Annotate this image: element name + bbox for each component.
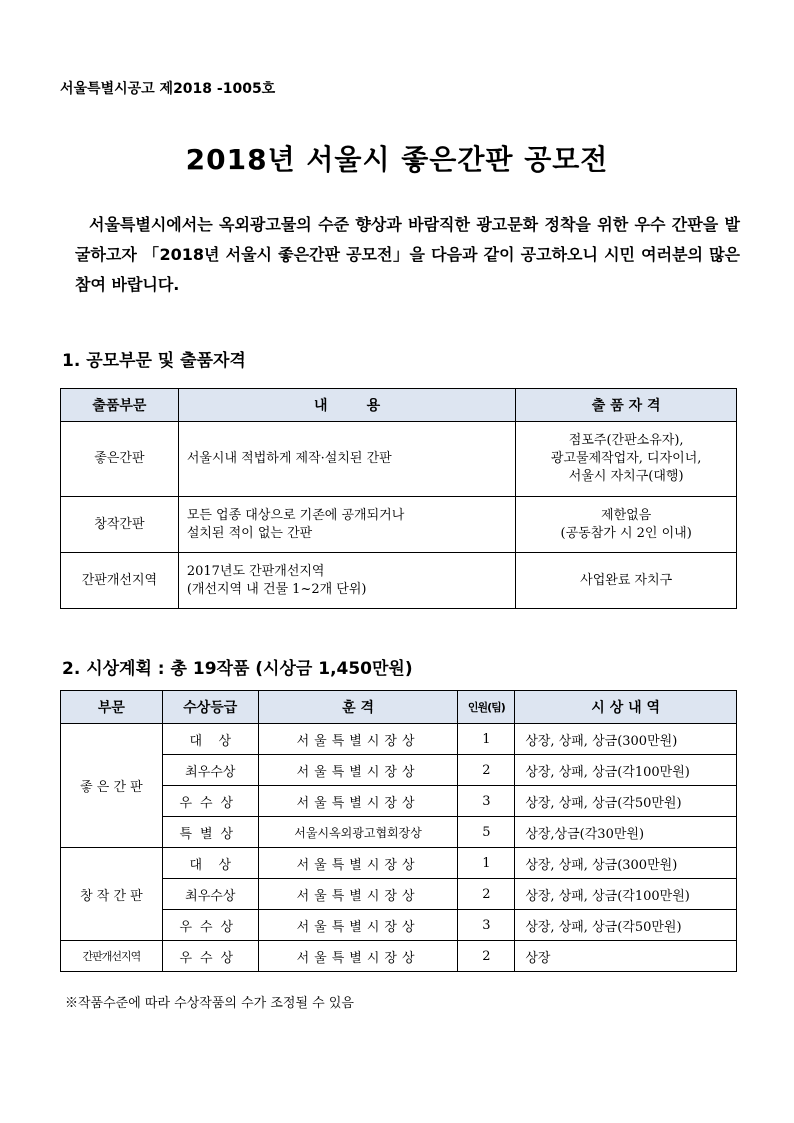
honor-cell: 서울특별시장상 <box>258 724 458 755</box>
honor-cell: 서울특별시장상 <box>258 755 458 786</box>
table-row <box>61 941 737 972</box>
grade-cell: 우수상 <box>162 941 258 972</box>
honor-cell: 서울특별시장상 <box>258 848 458 879</box>
qualification-line: 광고물제작업자, 디자이너, <box>550 451 702 466</box>
table-row <box>61 497 737 553</box>
table-header-row <box>61 691 737 724</box>
detail-cell: 상장, 상패, 상금(각50만원) <box>515 786 737 817</box>
category-cell: 좋은간판 <box>61 422 179 497</box>
header-detail: 시 상 내 역 <box>515 691 737 724</box>
section1-heading: 1. 공모부문 및 출품자격 <box>62 351 246 371</box>
detail-cell: 상장, 상패, 상금(300만원) <box>515 724 737 755</box>
section2-heading: 2. 시상계획 : 총 19작품 (시상금 1,450만원) <box>62 659 413 679</box>
table-row <box>61 817 737 848</box>
qualification-line: 점포주(간판소유자), <box>568 433 684 448</box>
honor-cell: 서울특별시장상 <box>258 879 458 910</box>
table-row <box>61 910 737 941</box>
table-row <box>61 553 737 609</box>
header-category: 출품부문 <box>61 389 179 422</box>
header-content: 내 용 <box>178 389 516 422</box>
grade-cell: 최우수상 <box>162 755 258 786</box>
division-cell: 간판개선지역 <box>61 941 163 972</box>
intro-text: 서울특별시에서는 옥외광고물의 수준 향상과 바람직한 광고문화 정착을 위한 우수 간판을 발굴하고자 「2018년 서울시 좋은간판 공모전」을 다음과 같이 공고하오니 시민 여러분의 많은 참여 바랍니다. <box>75 215 740 294</box>
grade-cell: 우수상 <box>162 786 258 817</box>
division-cell: 좋 은 간 판 <box>61 724 163 848</box>
header-honor: 훈 격 <box>258 691 458 724</box>
qualification-line: 제한없음 <box>601 507 652 523</box>
honor-cell: 서울특별시장상 <box>258 786 458 817</box>
table-row <box>61 879 737 910</box>
table-row <box>61 848 737 879</box>
detail-cell: 상장,상금(각30만원) <box>515 817 737 848</box>
content-line: 설치된 적이 없는 간판 <box>186 525 313 541</box>
table-row <box>61 422 737 497</box>
footnote: ※작품수준에 따라 수상작품의 수가 조정될 수 있음 <box>65 996 354 1011</box>
table-row <box>61 755 737 786</box>
qualification-line: 서울시 자치구(대행) <box>568 469 684 484</box>
entry-category-table <box>60 388 737 609</box>
honor-cell: 서울특별시장상 <box>258 910 458 941</box>
count-cell: 1 <box>458 724 515 755</box>
table-row <box>61 786 737 817</box>
count-cell: 2 <box>458 755 515 786</box>
content-cell <box>178 497 516 553</box>
content-line: (개선지역 내 건물 1~2개 단위) <box>186 581 367 597</box>
count-cell: 3 <box>458 786 515 817</box>
content-cell: 서울시내 적법하게 제작·설치된 간판 <box>178 422 516 497</box>
document-title: 2018년 서울시 좋은간판 공모전 <box>185 143 609 176</box>
content-line: 모든 업종 대상으로 기존에 공개되거나 <box>186 507 405 523</box>
detail-cell: 상장, 상패, 상금(각50만원) <box>515 910 737 941</box>
category-cell: 간판개선지역 <box>61 553 179 609</box>
header-division: 부문 <box>61 691 163 724</box>
honor-cell: 서울시옥외광고협회장상 <box>258 817 458 848</box>
header-count: 인원(팀) <box>458 691 515 724</box>
grade-cell: 대 상 <box>162 724 258 755</box>
count-cell: 5 <box>458 817 515 848</box>
detail-cell: 상장 <box>515 941 737 972</box>
count-cell: 1 <box>458 848 515 879</box>
grade-cell: 최우수상 <box>162 879 258 910</box>
header-qualification: 출 품 자 격 <box>516 389 737 422</box>
award-plan-table <box>60 690 737 972</box>
detail-cell: 상장, 상패, 상금(300만원) <box>515 848 737 879</box>
count-cell: 2 <box>458 941 515 972</box>
content-line: 2017년도 간판개선지역 <box>186 563 325 579</box>
grade-cell: 특별상 <box>162 817 258 848</box>
qualification-cell <box>516 422 737 497</box>
notice-number: 서울특별시공고 제2018 -1005호 <box>60 81 276 97</box>
division-cell: 창 작 간 판 <box>61 848 163 941</box>
table-header-row <box>61 389 737 422</box>
intro-paragraph <box>75 210 740 300</box>
honor-cell: 서울특별시장상 <box>258 941 458 972</box>
category-cell: 창작간판 <box>61 497 179 553</box>
grade-cell: 우수상 <box>162 910 258 941</box>
table-row <box>61 724 737 755</box>
detail-cell: 상장, 상패, 상금(각100만원) <box>515 879 737 910</box>
grade-cell: 대 상 <box>162 848 258 879</box>
header-grade: 수상등급 <box>162 691 258 724</box>
count-cell: 3 <box>458 910 515 941</box>
qualification-cell <box>516 497 737 553</box>
count-cell: 2 <box>458 879 515 910</box>
qualification-line: (공동참가 시 2인 이내) <box>560 525 692 541</box>
detail-cell: 상장, 상패, 상금(각100만원) <box>515 755 737 786</box>
content-cell <box>178 553 516 609</box>
qualification-cell: 사업완료 자치구 <box>516 553 737 609</box>
